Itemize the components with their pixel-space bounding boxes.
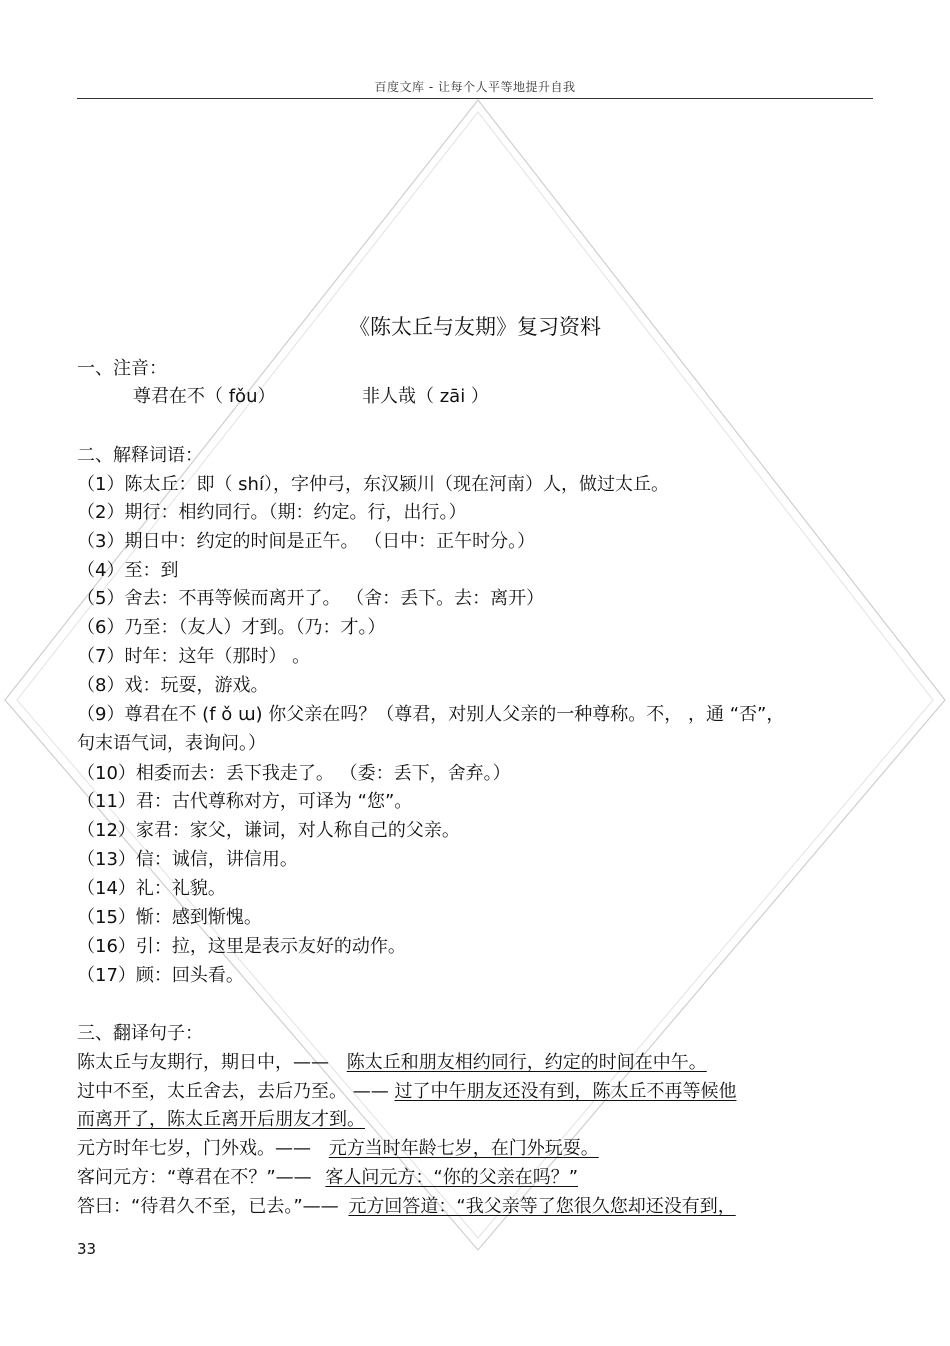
vocab-item: （14）礼：礼貌。 [77, 878, 226, 899]
vocab-item: （3）期日中：约定的时间是正午。 （日中：正午时分。） [77, 531, 536, 552]
vocab-item: （2）期行：相约同行。（期：约定。行，出行。） [77, 502, 467, 523]
translation-row [77, 1137, 599, 1161]
vocab-item: （12）家君：家父，谦词，对人称自己的父亲。 [77, 820, 460, 841]
phonetic-item-fou: 尊君在不（ fǒu） [133, 386, 276, 407]
source-sentence: 陈太丘与友期行，期日中，—— [77, 1052, 329, 1073]
source-sentence: 客问元方：“尊君在不？”—— [77, 1167, 312, 1188]
translation-row [77, 1080, 736, 1104]
translated-sentence: 客人问元方：“你的父亲在吗？” [325, 1167, 579, 1188]
vocab-item: （7）时年：这年（那时） 。 [77, 646, 311, 667]
document-title: 《陈太丘与友期》复习资料 [349, 315, 601, 339]
vocab-item: （5）舍去：不再等候而离开了。 （舍：丢下。去：离开） [77, 588, 545, 609]
vocab-item: （13）信：诚信，讲信用。 [77, 849, 298, 870]
translation-row [77, 1195, 736, 1219]
translated-sentence: 过了中午朋友还没有到，陈太丘不再等候他 [394, 1081, 737, 1102]
translated-sentence: 而离开了，陈太丘离开后朋友才到。 [77, 1109, 365, 1130]
vocab-item: （15）惭：感到惭愧。 [77, 907, 262, 928]
section-heading-vocab: 二、解释词语： [77, 445, 203, 466]
phonetic-item-zai: 非人哉（ zāi ） [362, 386, 489, 407]
translation-row-continuation [77, 1108, 365, 1132]
header-divider [77, 98, 873, 99]
vocab-item: （1）陈太丘：即（ shí），字仲弓，东汉颍川（现在河南）人，做过太丘。 [77, 474, 669, 495]
section-heading-translation: 三、翻译句子： [77, 1023, 203, 1044]
page-number: 33 [77, 1240, 97, 1258]
translated-sentence: 元方当时年龄七岁，在门外玩耍。 [328, 1138, 599, 1159]
vocab-item: （11）君：古代尊称对方，可译为 “您”。 [77, 791, 413, 812]
vocab-item: （17）顾：回头看。 [77, 965, 244, 986]
vocab-item: （16）引：拉，这里是表示友好的动作。 [77, 936, 406, 957]
translated-sentence: 元方回答道：“我父亲等了您很久您却还没有到， [348, 1196, 736, 1217]
translated-sentence: 陈太丘和朋友相约同行，约定的时间在中午。 [346, 1052, 707, 1073]
source-sentence: 答曰：“待君久不至，已去。”—— [77, 1196, 339, 1217]
translation-row [77, 1051, 707, 1075]
vocab-item: （4）至：到 [77, 560, 179, 581]
vocab-item: （9）尊君在不 (f ǒ ɯ) 你父亲在吗？（尊君，对别人父亲的一种尊称。不， ，通 “否”， [77, 704, 785, 725]
source-sentence: 元方时年七岁，门外戏。—— [77, 1138, 311, 1159]
section-heading-phonetic: 一、注音： [77, 358, 167, 379]
source-sentence: 过中不至，太丘舍去，去后乃至。 —— [77, 1081, 389, 1102]
vocab-item-continuation: 句末语气词，表询问。） [77, 733, 266, 754]
vocab-item: （6）乃至：（友人）才到。（乃：才。） [77, 617, 386, 638]
translation-row [77, 1166, 578, 1190]
vocab-item: （10）相委而去：丢下我走了。 （委：丢下，舍弃。） [77, 763, 511, 784]
page-header: 百度文库 - 让每个人平等地提升自我 [374, 80, 576, 94]
vocab-item: （8）戏：玩耍，游戏。 [77, 675, 269, 696]
